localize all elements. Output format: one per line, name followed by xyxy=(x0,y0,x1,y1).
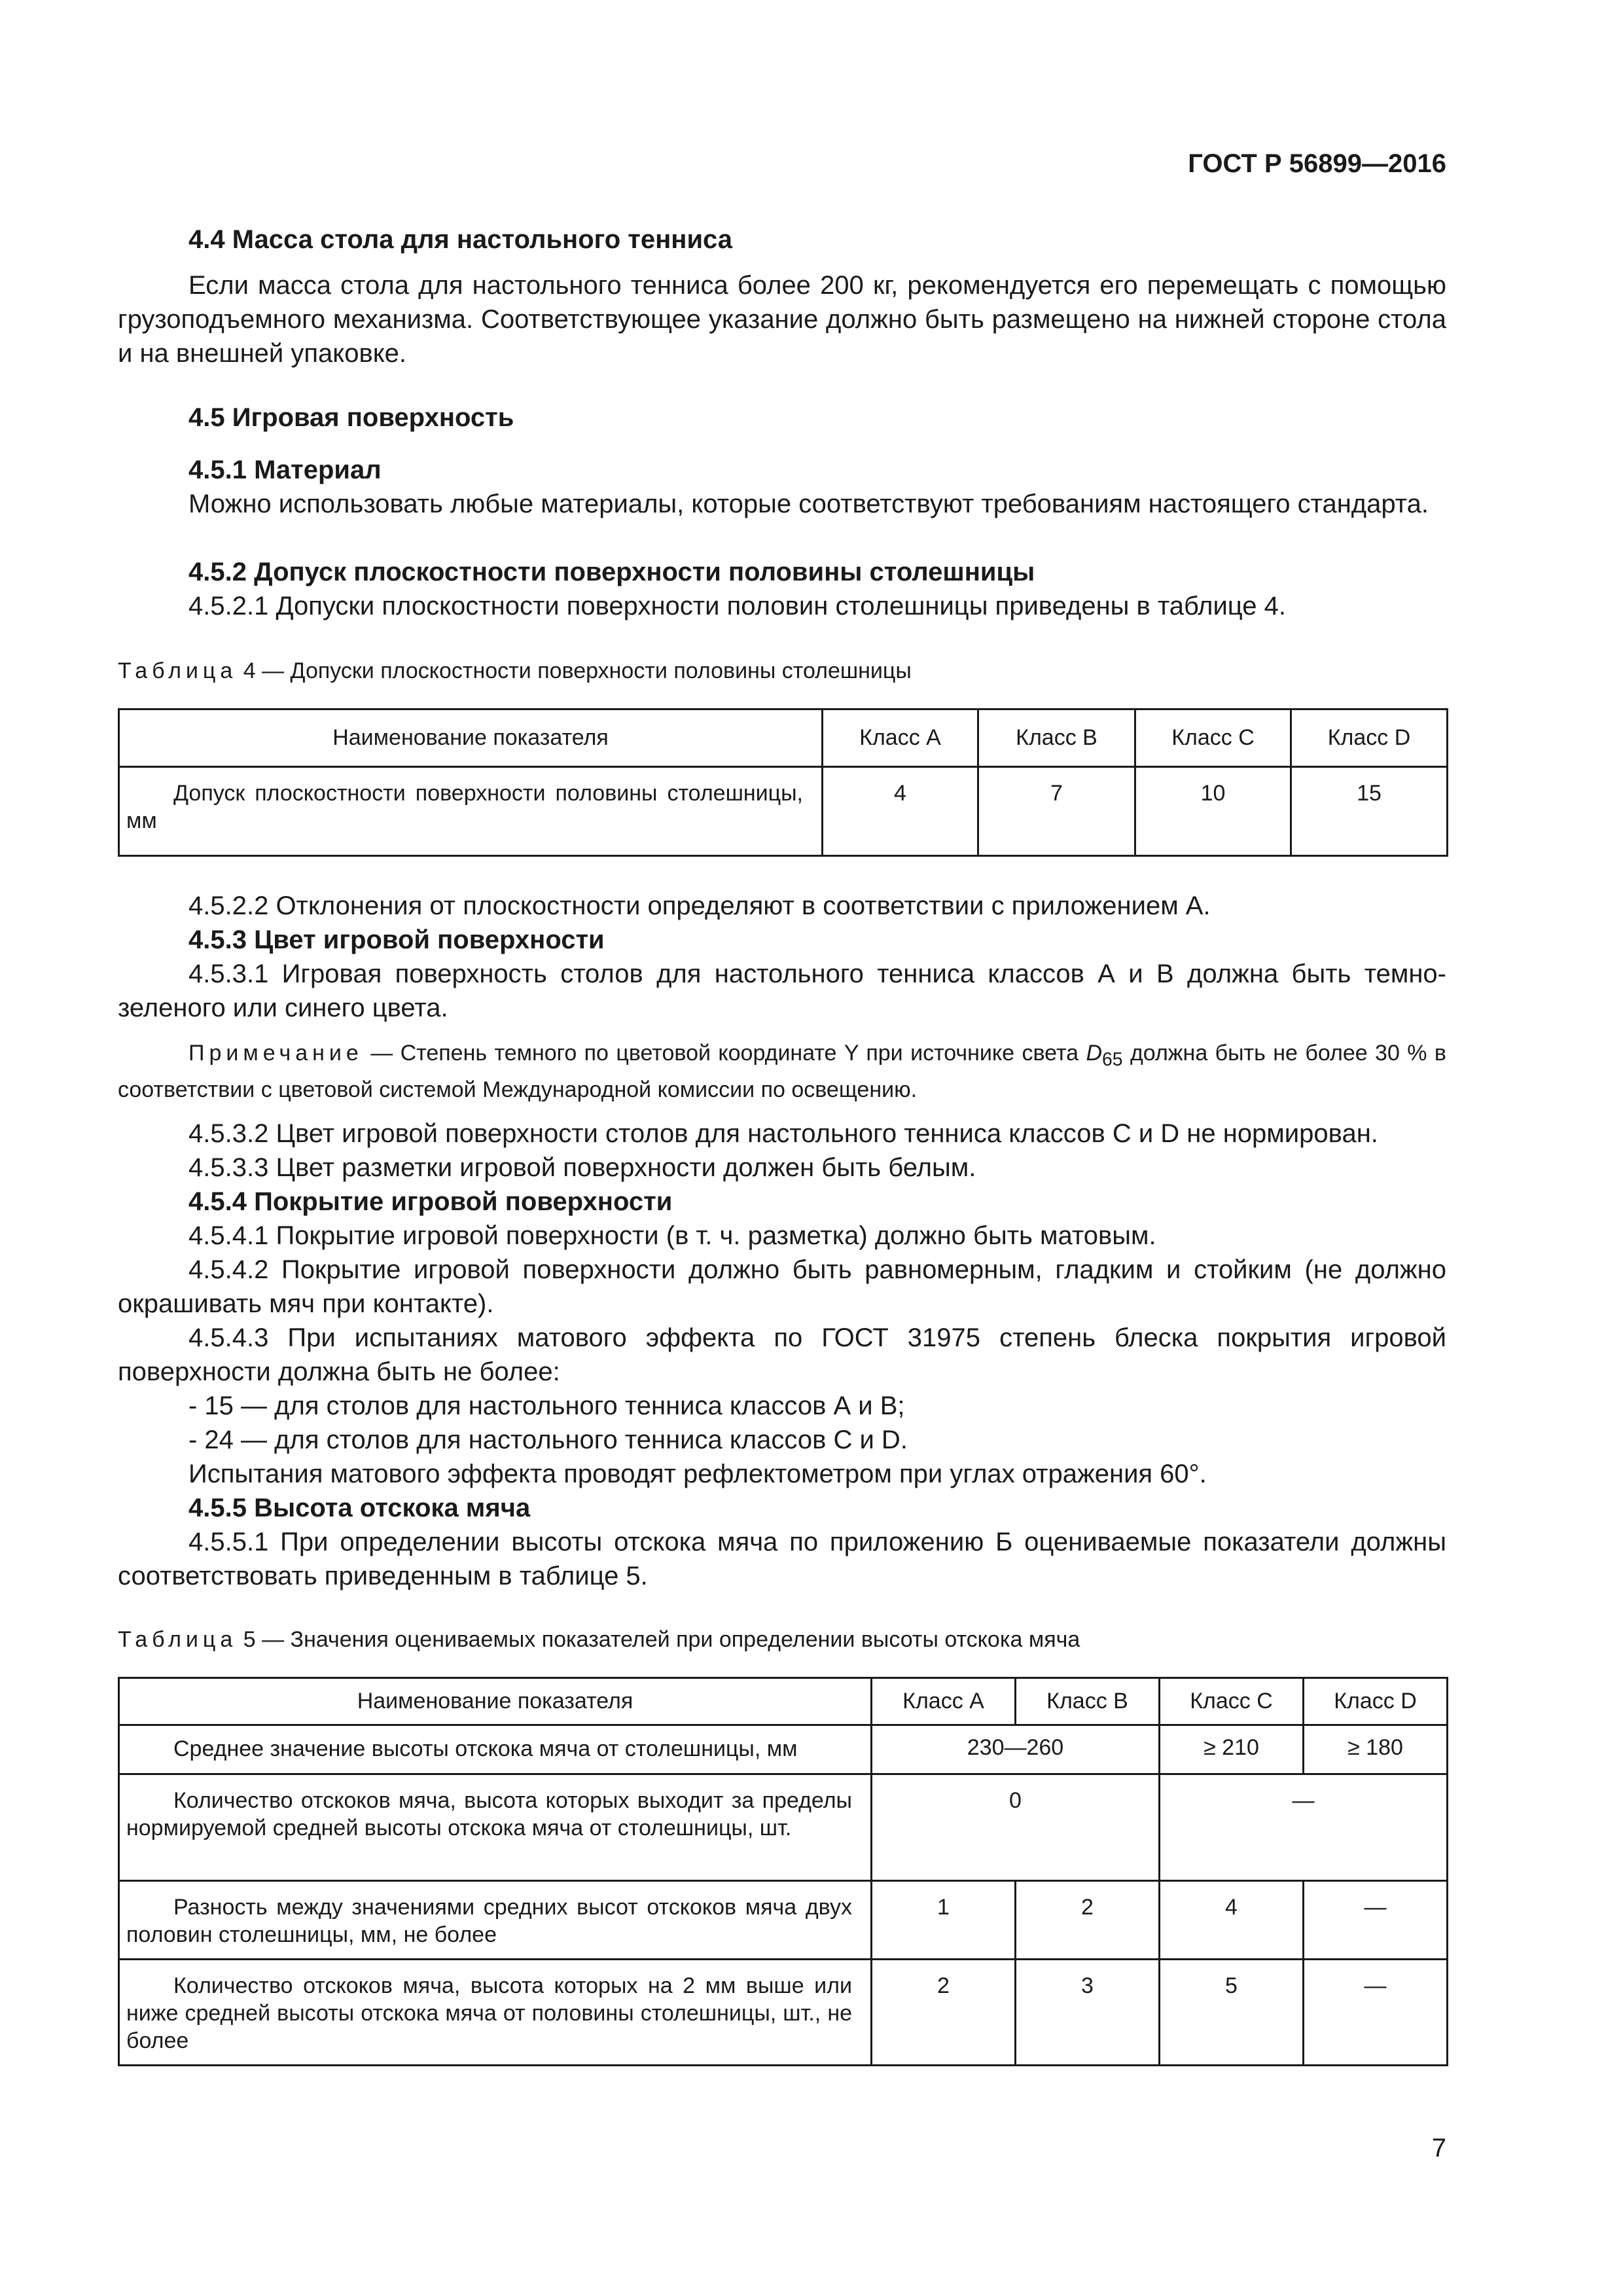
note-illuminant-index: 65 xyxy=(1102,1049,1123,1070)
table-5-row-3-value-a: 1 xyxy=(872,1881,1016,1960)
section-4-5-4-3-text: 4.5.4.3 При испытаниях матового эффекта по ГОСТ 31975 степень блеска покрытия игровой поверхности должна быть не более: xyxy=(118,1323,1446,1386)
table-5-row-1-value-d: ≥ 180 xyxy=(1304,1725,1448,1774)
table-5-row-3-value-c: 4 xyxy=(1160,1881,1304,1960)
table-5-header-name: Наименование показателя xyxy=(119,1678,872,1725)
page-number: 7 xyxy=(1431,2134,1446,2162)
section-4-5-1-text: Можно использовать любые материалы, которые соответствуют требованиям настоящего стандарта. xyxy=(188,490,1429,518)
table-5-row-4-value-c: 5 xyxy=(1160,1960,1304,2066)
table-5-row-1-name: Среднее значение высоты отскока мяча от столешницы, мм xyxy=(119,1725,872,1774)
section-4-5-3-1-text: 4.5.3.1 Игровая поверхность столов для настольного тенниса классов А и В должна быть темно-зеленого или синего цвета. xyxy=(118,960,1446,1022)
section-4-5-2-1-text: 4.5.2.1 Допуски плоскостности поверхности половин столешницы приведены в таблице 4. xyxy=(188,592,1286,620)
table-4-value-a: 4 xyxy=(823,767,978,856)
table-5-row-2-value-ab: 0 xyxy=(872,1774,1160,1881)
table-5-row-4-value-a: 2 xyxy=(872,1960,1016,2066)
note-illuminant: D xyxy=(1086,1041,1103,1066)
table-4 xyxy=(118,708,1448,857)
list-item: - 24 — для столов для настольного тенниса классов С и D. xyxy=(188,1426,908,1454)
section-4-5-1-heading: 4.5.1 Материал xyxy=(188,456,382,484)
table-row xyxy=(119,1725,1448,1774)
table-4-value-c: 10 xyxy=(1135,767,1291,856)
table-5-row-1-value-c: ≥ 210 xyxy=(1160,1725,1304,1774)
section-4-5-2-heading: 4.5.2 Допуск плоскостности поверхности половины столешницы xyxy=(188,558,1035,586)
table-5 xyxy=(118,1677,1448,2066)
table-5-row-3-name: Разность между значениями средних высот отскоков мяча двух половин столешницы, мм, не более xyxy=(119,1881,872,1960)
section-4-5-heading: 4.5 Игровая поверхность xyxy=(188,403,514,432)
table-5-row-3-value-d: — xyxy=(1304,1881,1448,1960)
table-4-header-class-a: Класс А xyxy=(823,709,978,767)
section-4-5-4-heading: 4.5.4 Покрытие игровой поверхности xyxy=(188,1187,673,1216)
section-4-4-heading: 4.4 Масса стола для настольного тенниса xyxy=(188,225,733,254)
table-4-caption-text: 4 — Допуски плоскостности поверхности половины столешницы xyxy=(237,658,912,683)
section-4-5-5-1-text: 4.5.5.1 При определении высоты отскока мяча по приложению Б оцениваемые показатели должны соответствовать приведенным в таблице 5. xyxy=(118,1528,1446,1590)
table-5-row-4-value-b: 3 xyxy=(1016,1960,1160,2066)
section-4-5-3-3-text: 4.5.3.3 Цвет разметки игровой поверхности должен быть белым. xyxy=(188,1153,976,1182)
table-row xyxy=(119,1960,1448,2066)
section-4-5-5-heading: 4.5.5 Высота отскока мяча xyxy=(188,1494,531,1522)
table-5-caption xyxy=(118,1626,1446,1653)
table-4-header-class-b: Класс В xyxy=(978,709,1135,767)
table-5-caption-text: 5 — Значения оцениваемых показателей при определении высоты отскока мяча xyxy=(237,1627,1080,1652)
table-4-value-b: 7 xyxy=(978,767,1135,856)
note-text-start: — Степень темного по цветовой координате Y при источнике света xyxy=(363,1041,1086,1066)
table-4-caption xyxy=(118,657,1446,685)
table-5-row-4-name: Количество отскоков мяча, высота которых на 2 мм выше или ниже средней высоты отскока мяча от половины столешницы, шт., не более xyxy=(119,1960,872,2066)
table-4-header-class-d: Класс D xyxy=(1291,709,1448,767)
table-4-value-d: 15 xyxy=(1291,767,1448,856)
table-5-caption-label: Таблица xyxy=(118,1627,238,1652)
table-4-header-row xyxy=(119,709,1448,767)
table-5-header-class-c: Класс С xyxy=(1160,1678,1304,1725)
table-row xyxy=(119,1881,1448,1960)
table-5-row-4-value-d: — xyxy=(1304,1960,1448,2066)
section-4-5-2-2-text: 4.5.2.2 Отклонения от плоскостности определяют в соответствии с приложением А. xyxy=(188,891,1211,920)
note xyxy=(118,1038,1446,1105)
table-4-row-name: Допуск плоскостности поверхности половины столешницы, мм xyxy=(119,767,823,856)
table-5-row-2-value-cd: — xyxy=(1160,1774,1448,1881)
table-5-row-1-value-ab: 230—260 xyxy=(872,1725,1160,1774)
note-label: Примечание xyxy=(188,1041,363,1066)
section-4-5-3-2-text: 4.5.3.2 Цвет игровой поверхности столов для настольного тенниса классов С и D не нормирован. xyxy=(188,1119,1378,1148)
section-4-5-4-3-test-text: Испытания матового эффекта проводят рефлектометром при углах отражения 60°. xyxy=(188,1460,1207,1488)
table-4-header-name: Наименование показателя xyxy=(119,709,823,767)
section-4-4-text: Если масса стола для настольного тенниса более 200 кг, рекомендуется его перемещать с помощью грузоподъемного механизма. Соответствующее указание должно быть размещено на нижней стороне стола и на внешней упаковке. xyxy=(118,271,1446,368)
table-5-header-class-d: Класс D xyxy=(1304,1678,1448,1725)
table-5-header-class-b: Класс В xyxy=(1016,1678,1160,1725)
table-5-header-row xyxy=(119,1678,1448,1725)
table-row xyxy=(119,767,1448,856)
table-4-caption-label: Таблица xyxy=(118,658,238,683)
note-text-end: должна быть не более 30 % в соответствии с цветовой системой Международной комиссии по освещению. xyxy=(118,1041,1446,1102)
document-header: ГОСТ Р 56899—2016 xyxy=(1188,149,1446,178)
section-4-5-4-1-text: 4.5.4.1 Покрытие игровой поверхности (в т. ч. разметка) должно быть матовым. xyxy=(188,1221,1156,1250)
list-item: - 15 — для столов для настольного тенниса классов А и В; xyxy=(188,1391,905,1420)
section-4-5-4-2-text: 4.5.4.2 Покрытие игровой поверхности должно быть равномерным, гладким и стойким (не должно окрашивать мяч при контакте). xyxy=(118,1255,1446,1318)
table-row xyxy=(119,1774,1448,1881)
table-5-row-3-value-b: 2 xyxy=(1016,1881,1160,1960)
table-5-header-class-a: Класс А xyxy=(872,1678,1016,1725)
table-4-header-class-c: Класс С xyxy=(1135,709,1291,767)
section-4-5-3-heading: 4.5.3 Цвет игровой поверхности xyxy=(188,925,605,954)
table-5-row-2-name: Количество отскоков мяча, высота которых выходит за пределы нормируемой средней высоты отскока мяча от столешницы, шт. xyxy=(119,1774,872,1881)
